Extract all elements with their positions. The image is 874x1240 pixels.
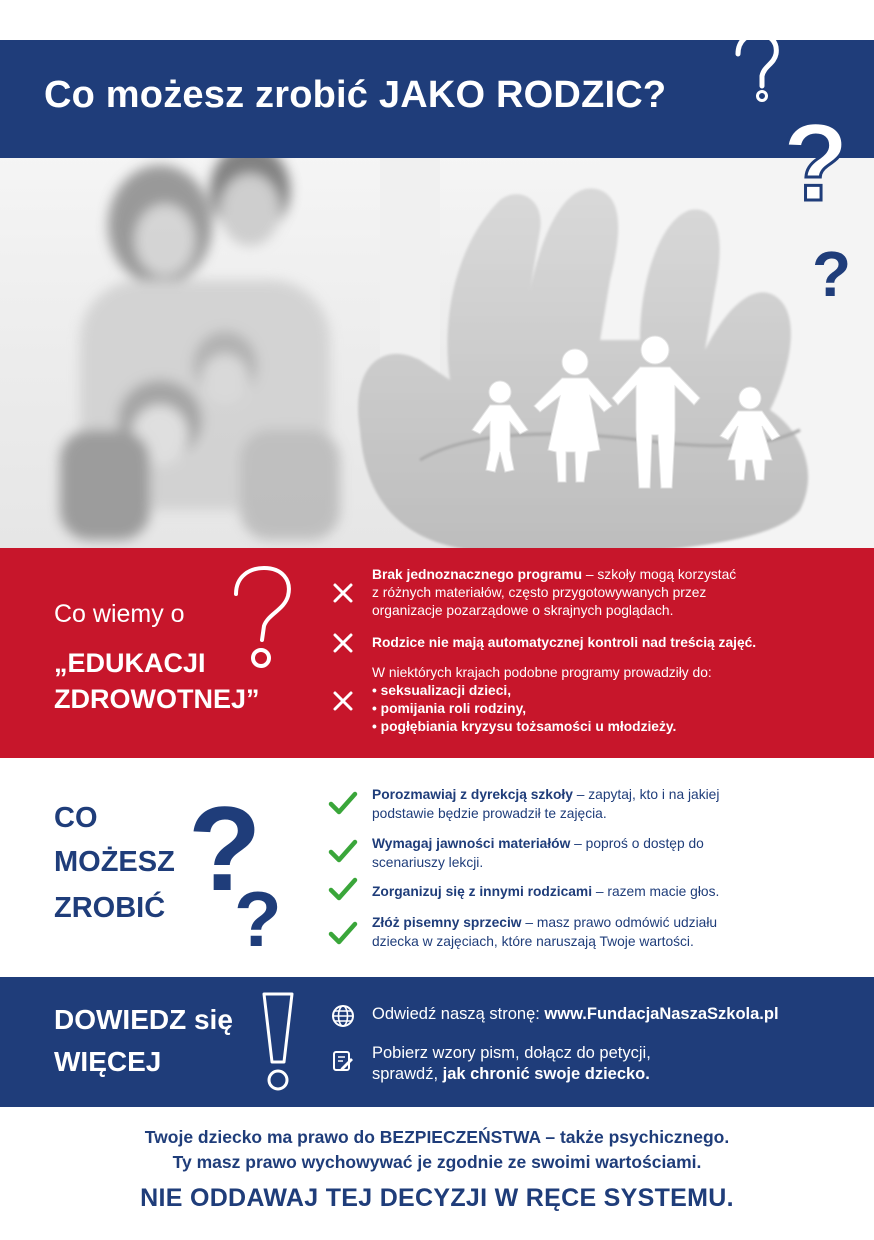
learn-more-section: [0, 977, 874, 1107]
know-item-2: [372, 634, 756, 652]
can-do-heading-line2: MOŻESZ: [54, 846, 175, 878]
know-item-1: [372, 566, 736, 620]
know-item-3-bullet-2: • pomijania roli rodziny,: [372, 701, 527, 716]
know-item-1-text-1: – szkoły mogą korzystać: [582, 567, 737, 582]
visit-website-line: [372, 1004, 779, 1025]
know-item-1-text-3: organizacje pozarządowe o skrajnych poglądach.: [372, 603, 674, 618]
svg-text:?: ?: [812, 238, 852, 310]
question-mark-outline-icon: [226, 564, 296, 674]
question-marks-navy-icon: [188, 780, 298, 950]
check-icon: [328, 876, 358, 902]
can-do-item-4-text-1: – masz prawo odmówić udziału: [521, 915, 718, 930]
can-do-item-1-text-2: podstawie będzie prowadził te zajęcia.: [372, 806, 607, 821]
know-item-2-bold: Rodzice nie mają automatycznej kontroli nad treścią zajęć.: [372, 635, 757, 650]
know-item-3: [372, 664, 712, 736]
can-do-item-2-bold: Wymagaj jawności materiałów: [372, 836, 571, 851]
know-item-3-intro: W niektórych krajach podobne programy prowadziły do:: [372, 665, 712, 680]
can-do-item-3-text-1: – razem macie głos.: [592, 884, 720, 899]
can-do-item-1: [372, 785, 719, 823]
page-title: Co możesz zrobić JAKO RODZIC?: [44, 74, 667, 116]
can-do-heading-line1: CO: [54, 802, 98, 834]
footer-call-to-action: NIE ODDAWAJ TEJ DECYZJI W RĘCE SYSTEMU.: [140, 1184, 734, 1212]
check-icon: [328, 920, 358, 946]
can-do-item-3-bold: Zorganizuj się z innymi rodzicami: [372, 884, 593, 899]
what-we-know-heading-line1: Co wiemy o: [54, 600, 185, 628]
download-info: [372, 1043, 651, 1085]
cross-icon: [332, 690, 354, 712]
can-do-item-4-text-2: dziecka w zajęciach, które naruszają Twoje wartości.: [372, 934, 694, 949]
svg-text:?: ?: [782, 101, 850, 224]
download-line-1: Pobierz wzory pism, dołącz do petycji,: [372, 1044, 651, 1062]
learn-more-heading-line1: DOWIEDZ się: [54, 1004, 233, 1035]
download-line-2-bold: jak chronić swoje dziecko.: [442, 1065, 650, 1083]
what-we-know-heading-line2: „EDUKACJI: [54, 648, 206, 678]
what-we-know-heading-line3: ZDROWOTNEJ”: [54, 684, 260, 714]
know-item-3-bullet-3: • pogłębiania kryzysu tożsamości u młodzieży.: [372, 719, 677, 734]
can-do-item-1-text-1: – zapytaj, kto i na jakiej: [572, 787, 720, 802]
can-do-item-3: [372, 882, 719, 901]
can-do-item-1-bold: Porozmawiaj z dyrekcją szkoły: [372, 787, 573, 802]
know-item-1-text-2: z różnych materiałów, często przygotowywanych przez: [372, 585, 707, 600]
can-do-item-2-text-2: scenariuszy lekcji.: [372, 855, 484, 870]
can-do-item-4-bold: Złóż pisemny sprzeciw: [372, 915, 522, 930]
footer-line-1: Twoje dziecko ma prawo do BEZPIECZEŃSTWA – także psychicznego.: [144, 1127, 730, 1147]
cross-icon: [332, 632, 354, 654]
can-do-item-4: [372, 913, 717, 951]
website-link[interactable]: www.FundacjaNaszaSzkola.pl: [544, 1005, 779, 1023]
cross-icon: [332, 582, 354, 604]
footer-line-2: Ty masz prawo wychowywać je zgodnie ze swoimi wartościami.: [172, 1152, 702, 1172]
know-item-1-bold: Brak jednoznacznego programu: [372, 567, 583, 582]
can-do-item-2-text-1: – poproś o dostęp do: [570, 836, 704, 851]
check-icon: [328, 838, 358, 864]
svg-text:?: ?: [188, 782, 262, 916]
document-edit-icon: [331, 1049, 355, 1073]
download-line-2-plain: sprawdź,: [372, 1065, 443, 1083]
know-item-3-bullet-1: • seksualizacji dzieci,: [372, 683, 512, 698]
visit-website-label: Odwiedź naszą stronę:: [372, 1005, 545, 1023]
exclamation-mark-icon: [252, 988, 302, 1098]
check-icon: [328, 790, 358, 816]
can-do-heading-line3: ZROBIĆ: [54, 892, 166, 924]
can-do-item-2: [372, 834, 704, 872]
question-marks-icon: [724, 30, 874, 310]
svg-text:?: ?: [234, 875, 282, 950]
globe-icon: [331, 1004, 355, 1028]
learn-more-heading-line2: WIĘCEJ: [54, 1046, 162, 1077]
